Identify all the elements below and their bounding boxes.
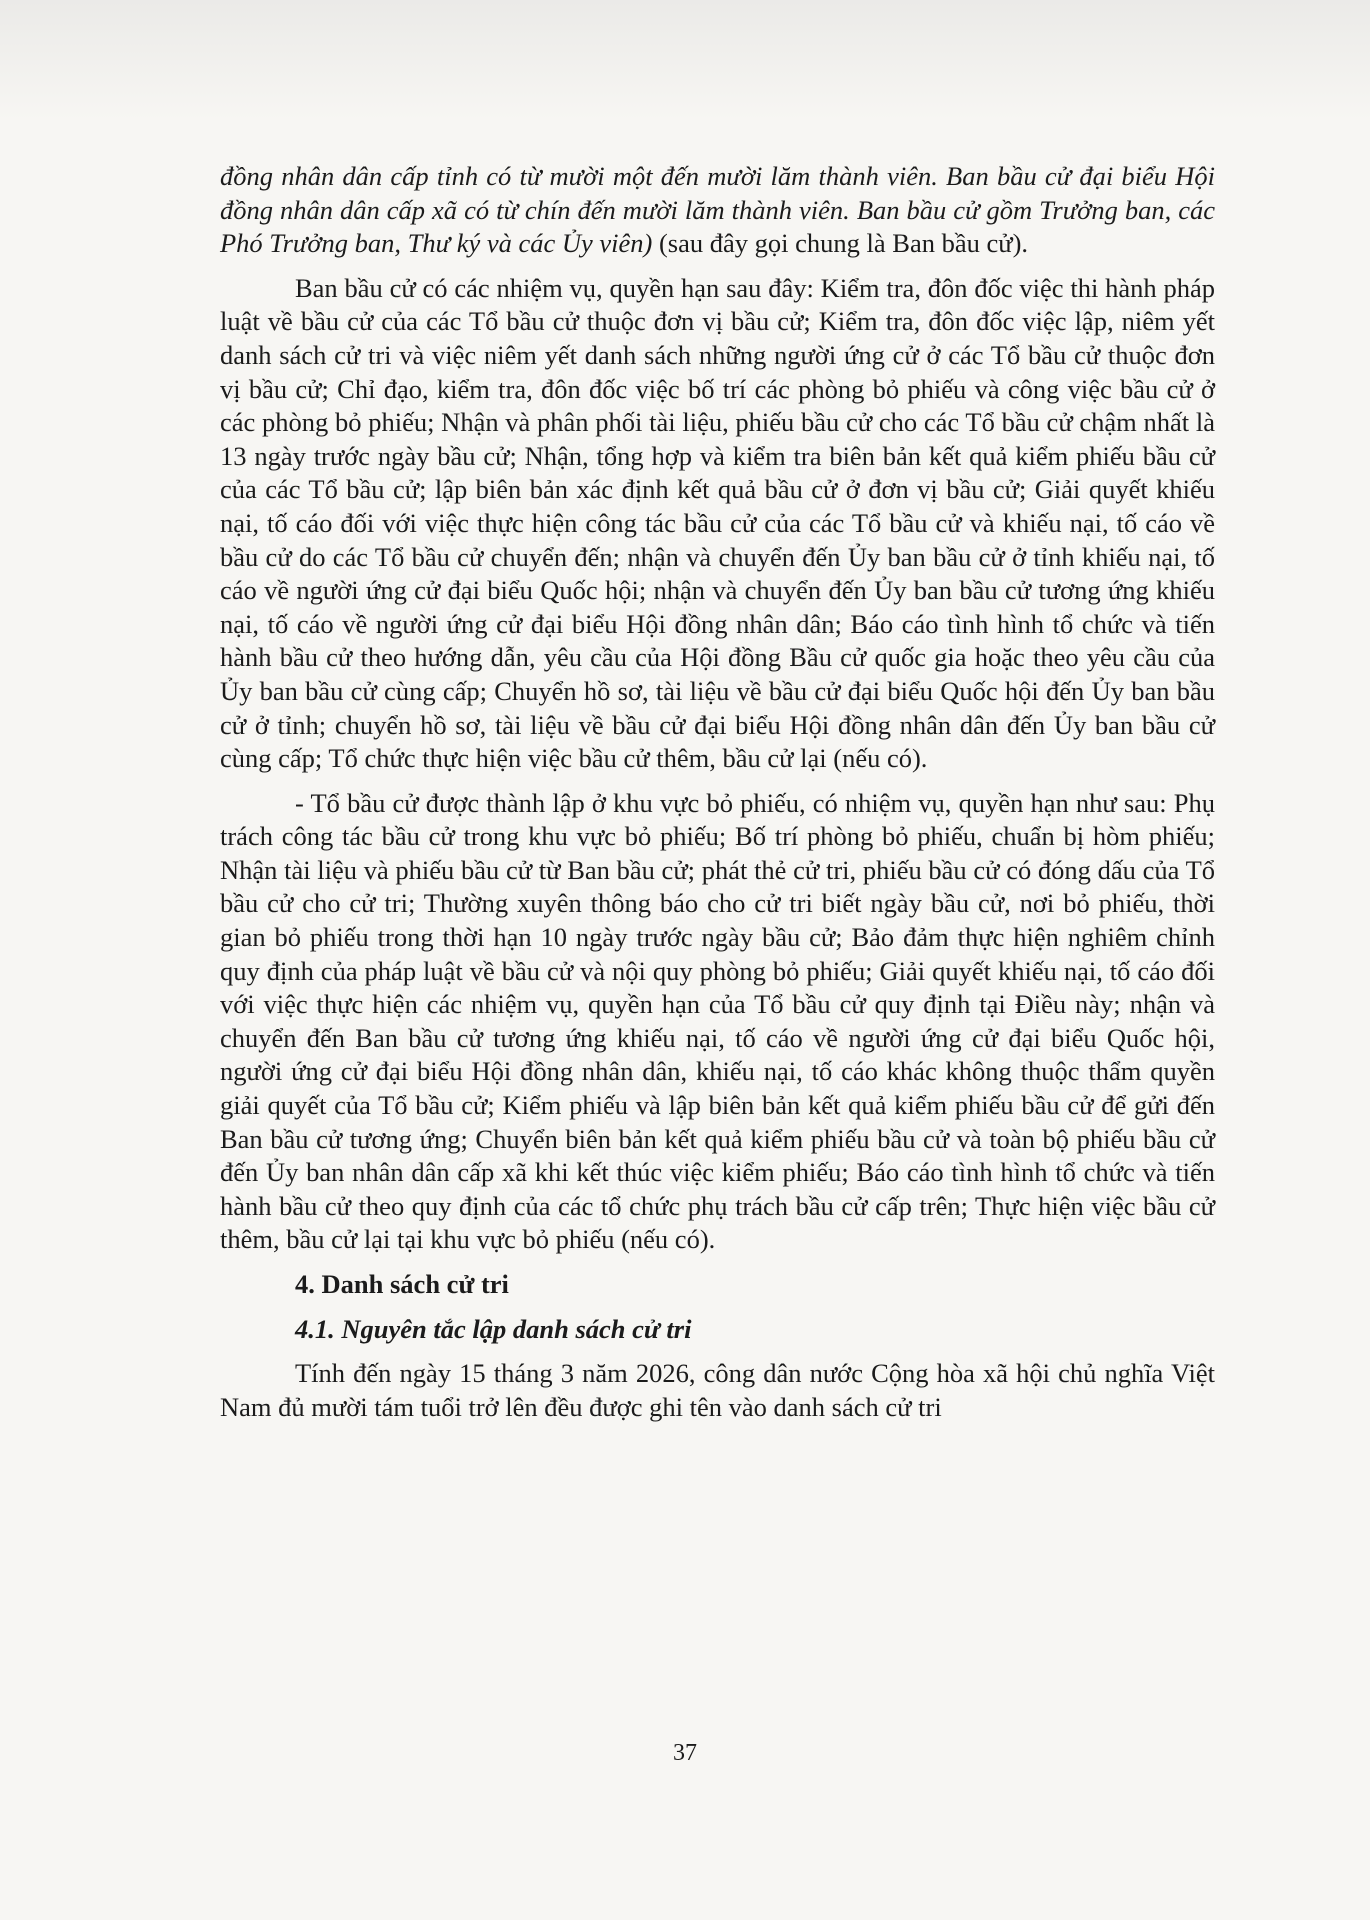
document-page <box>220 160 1215 1435</box>
nguyen-tac-paragraph: Tính đến ngày 15 tháng 3 năm 2026, công dân nước Cộng hòa xã hội chủ nghĩa Việt Nam đủ mười tám tuổi trở lên đều được ghi tên vào danh sách cử tri <box>220 1358 1215 1422</box>
intro-italic-text: đồng nhân dân cấp tỉnh có từ mười một đến mười lăm thành viên. Ban bầu cử đại biểu Hội đồng nhân dân cấp xã có từ chín đến mười lăm thành viên. Ban bầu cử gồm Trưởng ban, các Phó Trưởng ban, Thư ký và các Ủy viên) <box>220 161 1215 259</box>
ban-bau-cu-paragraph: Ban bầu cử có các nhiệm vụ, quyền hạn sau đây: Kiểm tra, đôn đốc việc thi hành pháp luật về bầu cử của các Tổ bầu cử thuộc đơn vị bầu cử; Kiểm tra, đôn đốc việc lập, niêm yết danh sách cử tri và việc niêm yết danh sách những người ứng cử ở các Tổ bầu cử thuộc đơn vị bầu cử; Chỉ đạo, kiểm tra, đôn đốc việc bố trí các phòng bỏ phiếu và công việc bầu cử ở các phòng bỏ phiếu; Nhận và phân phối tài liệu, phiếu bầu cử cho các Tổ bầu cử chậm nhất là 13 ngày trước ngày bầu cử; Nhận, tổng hợp và kiểm tra biên bản kết quả kiểm phiếu bầu cử của các Tổ bầu cử; lập biên bản xác định kết quả bầu cử ở đơn vị bầu cử; Giải quyết khiếu nại, tố cáo đối với việc thực hiện công tác bầu cử của các Tổ bầu cử và khiếu nại, tố cáo về bầu cử do các Tổ bầu cử chuyển đến; nhận và chuyển đến Ủy ban bầu cử ở tỉnh khiếu nại, tố cáo về người ứng cử đại biểu Quốc hội; nhận và chuyển đến Ủy ban bầu cử tương ứng khiếu nại, tố cáo về người ứng cử đại biểu Hội đồng nhân dân; Báo cáo tình hình tổ chức và tiến hành bầu cử theo hướng dẫn, yêu cầu của Hội đồng Bầu cử quốc gia hoặc theo yêu cầu của Ủy ban bầu cử cùng cấp; Chuyển hồ sơ, tài liệu về bầu cử đại biểu Quốc hội đến Ủy ban bầu cử ở tỉnh; chuyển hồ sơ, tài liệu về bầu cử đại biểu Hội đồng nhân dân đến Ủy ban bầu cử cùng cấp; Tổ chức thực hiện việc bầu cử thêm, bầu cử lại (nếu có). <box>220 272 1215 774</box>
intro-paragraph <box>220 160 1215 261</box>
section-heading-4-1: 4.1. Nguyên tắc lập danh sách cử tri <box>295 1313 692 1344</box>
section-heading-4: 4. Danh sách cử tri <box>295 1269 509 1299</box>
to-bau-cu-paragraph: - Tổ bầu cử được thành lập ở khu vực bỏ phiếu, có nhiệm vụ, quyền hạn như sau: Phụ trách công tác bầu cử trong khu vực bỏ phiếu; Bố trí phòng bỏ phiếu, chuẩn bị hòm phiếu; Nhận tài liệu và phiếu bầu cử từ Ban bầu cử; phát thẻ cử tri, phiếu bầu cử có đóng dấu của Tổ bầu cử cho cử tri; Thường xuyên thông báo cho cử tri biết ngày bầu cử, nơi bỏ phiếu, thời gian bỏ phiếu trong thời hạn 10 ngày trước ngày bầu cử; Bảo đảm thực hiện nghiêm chỉnh quy định của pháp luật về bầu cử và nội quy phòng bỏ phiếu; Giải quyết khiếu nại, tố cáo đối với việc thực hiện các nhiệm vụ, quyền hạn của Tổ bầu cử quy định tại Điều này; nhận và chuyển đến Ban bầu cử tương ứng khiếu nại, tố cáo về người ứng cử đại biểu Quốc hội, người ứng cử đại biểu Hội đồng nhân dân, khiếu nại, tố cáo khác không thuộc thẩm quyền giải quyết của Tổ bầu cử; Kiểm phiếu và lập biên bản kết quả kiểm phiếu bầu cử để gửi đến Ban bầu cử tương ứng; Chuyển biên bản kết quả kiểm phiếu bầu cử và toàn bộ phiếu bầu cử đến Ủy ban nhân dân cấp xã khi kết thúc việc kiểm phiếu; Báo cáo tình hình tổ chức và tiến hành bầu cử theo quy định của các tổ chức phụ trách bầu cử cấp trên; Thực hiện việc bầu cử thêm, bầu cử lại tại khu vực bỏ phiếu (nếu có). <box>220 787 1215 1255</box>
intro-tail-text: (sau đây gọi chung là Ban bầu cử). <box>652 228 1029 259</box>
scan-shadow <box>0 0 1370 120</box>
page-number: 37 <box>673 1740 697 1766</box>
